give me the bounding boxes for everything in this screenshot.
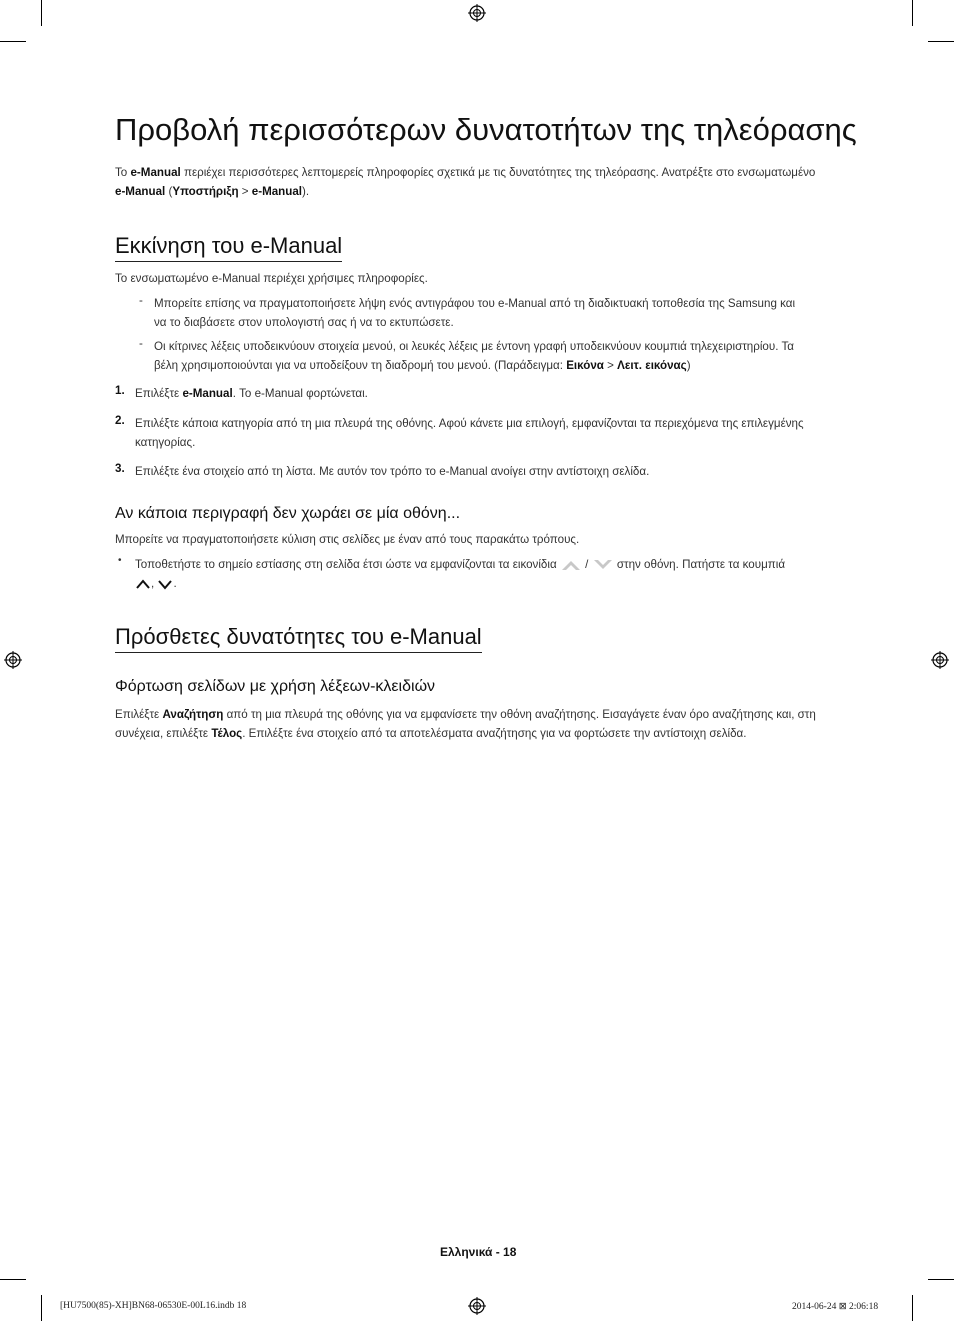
up-arrow-button-icon xyxy=(135,578,151,590)
section-heading-start-emanual: Εκκίνηση του e-Manual xyxy=(115,233,342,262)
note-dash: - xyxy=(139,294,143,307)
print-info-right: 2014-06-24 ⊠ 2:06:18 xyxy=(792,1302,879,1312)
crop-mark-top-left-v xyxy=(41,0,42,26)
crop-mark-top-right-v xyxy=(912,0,913,26)
step-1-text: Επιλέξτε e-Manual. Το e-Manual φορτώνεται. xyxy=(135,387,368,400)
step-number: 1. xyxy=(115,384,125,397)
note-download: Μπορείτε επίσης να πραγματοποιήσετε λήψη ενός αντιγράφου του e-Manual από τη διαδικτυακή τοποθεσία της Samsung και να το διαβάσετε στον υπολογιστή σας ή να το εκτυπώσετε. xyxy=(154,297,796,329)
section1-lead: Το ενσωματωμένο e-Manual περιέχει χρήσιμες πληροφορίες. xyxy=(115,272,428,285)
subsection-heading-keywords: Φόρτωση σελίδων με χρήση λέξεων-κλειδιών xyxy=(115,678,436,695)
scroll-down-onscreen-icon xyxy=(592,557,614,573)
scroll-up-onscreen-icon xyxy=(560,557,582,573)
crop-mark-top-right-h xyxy=(928,41,954,42)
crop-mark-top-left-h xyxy=(0,41,26,42)
intro-paragraph: Το e-Manual περιέχει περισσότερες λεπτομερείς πληροφορίες σχετικά με τις δυνατότητες της τηλεόρασης. Ανατρέξτε στο ενσωματωμένο e-Manual (Υποστήριξη > e-Manual). xyxy=(115,166,816,198)
registration-mark-icon xyxy=(468,1297,486,1315)
note-colors: Οι κίτρινες λέξεις υποδεικνύουν στοιχεία μενού, οι λευκές λέξεις με έντονη γραφή υποδεικνύουν κουμπιά τηλεχειριστηρίου. Τα βέλη χρησιμοποιούνται για να υποδείξουν τη διαδρομή του μενού. (Παράδειγμα: Εικόνα > Λειτ. εικόνας) xyxy=(154,340,794,372)
step-number: 2. xyxy=(115,414,125,427)
registration-mark-icon xyxy=(931,651,949,669)
step-number: 3. xyxy=(115,462,125,475)
scroll-bullet-text: Τοποθετήστε το σημείο εστίασης στη σελίδα έτσι ώστε να εμφανίζονται τα εικονίδια / στην οθόνη. Πατήστε τα κουμπιά , . xyxy=(135,558,786,590)
print-info-left: [HU7500(85)-XH]BN68-06530E-00L16.indb 18 xyxy=(60,1301,247,1311)
crop-mark-bottom-left-h xyxy=(0,1279,26,1280)
note-dash: - xyxy=(139,337,143,350)
registration-mark-icon xyxy=(468,4,486,22)
subsection1-lead: Μπορείτε να πραγματοποιήσετε κύλιση στις σελίδες με έναν από τους παρακάτω τρόπους. xyxy=(115,533,580,546)
step-3-text: Επιλέξτε ένα στοιχείο από τη λίστα. Με αυτόν τον τρόπο το e-Manual ανοίγει στην αντίστοιχη σελίδα. xyxy=(135,465,650,478)
subsection-heading-scroll: Αν κάποια περιγραφή δεν χωράει σε μία οθόνη... xyxy=(115,505,461,522)
page-number: Ελληνικά - 18 xyxy=(440,1245,517,1259)
section-heading-additional-features: Πρόσθετες δυνατότητες του e-Manual xyxy=(115,624,482,653)
crop-mark-bottom-right-h xyxy=(928,1279,954,1280)
crop-mark-bottom-right-v xyxy=(912,1295,913,1321)
keywords-paragraph: Επιλέξτε Αναζήτηση από τη μια πλευρά της οθόνης για να εμφανίσετε την οθόνη αναζήτησης. Εισαγάγετε έναν όρο αναζήτησης και, στη συνέχεια, επιλέξτε Τέλος. Επιλέξτε ένα στοιχείο από τα αποτελέσματα αναζήτησης για να φορτώσετε την αντίστοιχη σελίδα. xyxy=(115,708,816,740)
page-title: Προβολή περισσότερων δυνατοτήτων της τηλεόρασης xyxy=(115,112,857,147)
crop-mark-bottom-left-v xyxy=(41,1295,42,1321)
bullet: • xyxy=(118,555,122,566)
down-arrow-button-icon xyxy=(157,578,173,590)
step-2-text: Επιλέξτε κάποια κατηγορία από τη μια πλευρά της οθόνης. Αφού κάνετε μια επιλογή, εμφανίζονται τα περιεχόμενα της επιλεγμένης κατηγορίας. xyxy=(135,417,804,449)
registration-mark-icon xyxy=(4,651,22,669)
